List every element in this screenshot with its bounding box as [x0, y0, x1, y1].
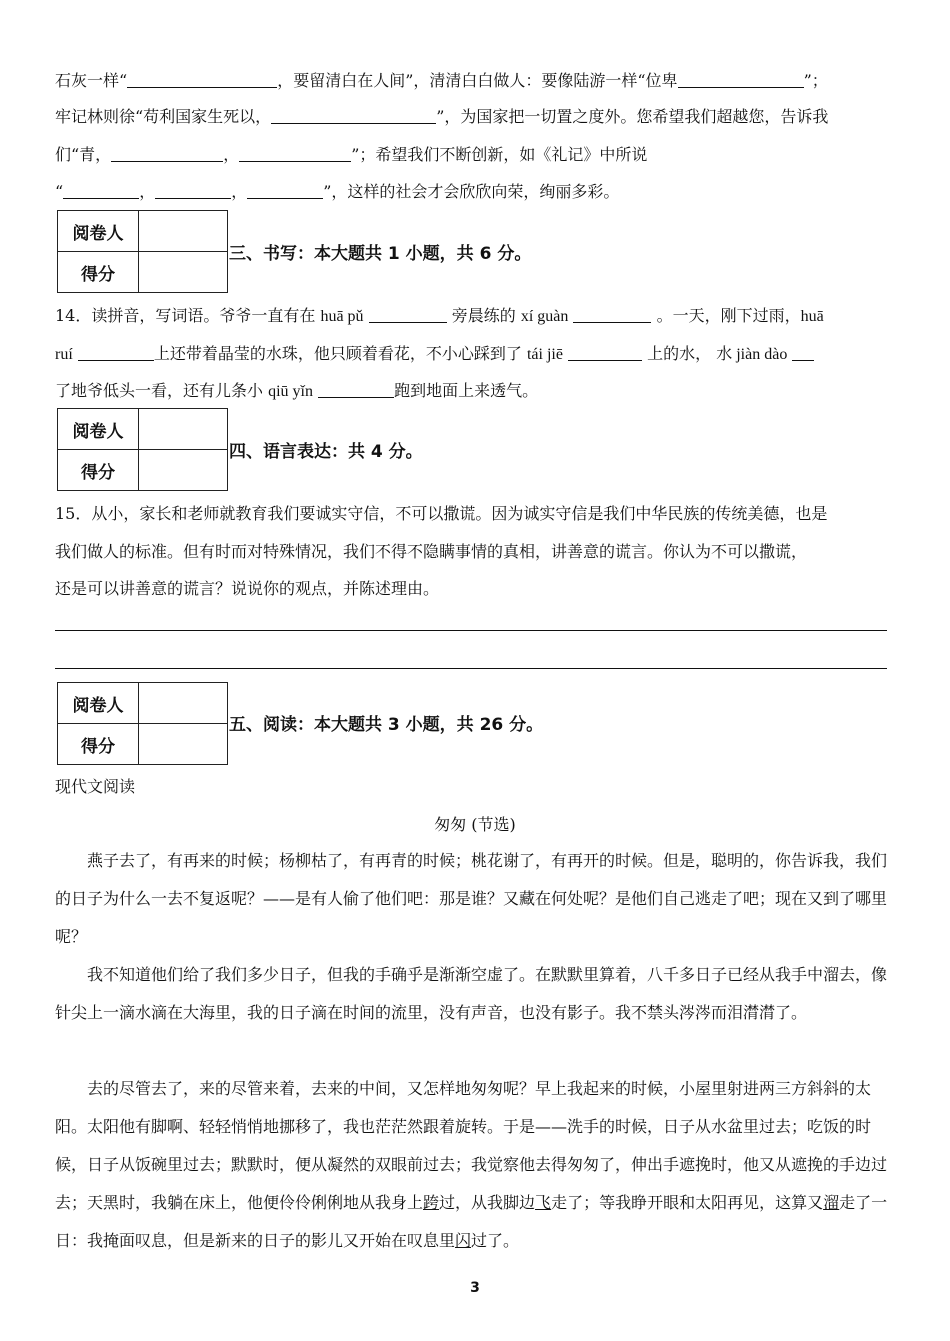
score-label: 得分	[58, 450, 139, 491]
score-cell[interactable]	[139, 450, 228, 491]
score-table	[57, 682, 228, 765]
score-cell[interactable]	[139, 724, 228, 765]
reading-paragraph-1: 燕子去了，有再来的时候；杨柳枯了，有再青的时候；桃花谢了，有再开的时候。但是，聪明的，你告诉我，我们的日子为什么一去不复返呢？——是有人偷了他们吧：那是谁？又藏在何处呢？是他们自己逃走了吧；现在又到了哪里呢？	[55, 851, 888, 946]
answer-blank[interactable]	[318, 381, 394, 398]
answer-blank[interactable]	[78, 344, 154, 361]
reading-paragraph-3: 去的尽管去了，来的尽管来着，去来的中间，又怎样地匆匆呢？早上我起来的时候，小屋里射进两三方斜斜的太阳。太阳他有脚啊、轻轻悄悄地挪移了，我也茫茫然跟着旋转。于是——洗手的时候，日子从水盆里过去；吃饭的时候，日子从饭碗里过去；默默时，便从凝然的双眼前过去；我觉察他去得匆匆了，伸出手遮挽时，他又从遮挽的手边过去；天黑时，我躺在床上，他便伶伶俐俐地从我身上跨过，从我脚边飞走了；等我睁开眼和太阳再见，这算又溜走了一日：我掩面叹息，但是新来的日子的影儿又开始在叹息里闪过了。	[55, 1079, 888, 1250]
q13-line-2: 牢记林则徐“苟利国家生死以， ”，为国家把一切置之度外。您希望我们超越您，告诉我	[55, 107, 829, 126]
reading-label: 现代文阅读	[55, 777, 136, 796]
reviewer-cell[interactable]	[139, 683, 228, 724]
answer-blank[interactable]	[239, 145, 351, 162]
answer-blank[interactable]	[271, 107, 436, 124]
reviewer-label: 阅卷人	[58, 409, 139, 450]
answer-line[interactable]	[55, 668, 887, 669]
answer-blank[interactable]	[792, 344, 814, 361]
reading-title: 匆匆 (节选)	[434, 815, 516, 834]
reviewer-label: 阅卷人	[58, 211, 139, 252]
score-label: 得分	[58, 252, 139, 293]
answer-line[interactable]	[55, 630, 887, 631]
score-table	[57, 210, 228, 293]
q14-line-3: 了地爷低头一看，还有儿条小 qiū yǐn 跑到地面上来透气。	[55, 381, 539, 400]
score-table	[57, 408, 228, 491]
section-4-heading: 四、语言表达：共 4 分。	[229, 442, 423, 462]
score-label: 得分	[58, 724, 139, 765]
section-5-heading: 五、阅读：本大题共 3 小题，共 26 分。	[229, 715, 544, 735]
section-3-heading: 三、书写：本大题共 1 小题，共 6 分。	[229, 244, 532, 264]
q13-line-3: 们“青， ， ”；希望我们不断创新，如《礼记》中所说	[55, 145, 648, 164]
q14-line-2: ruí 上还带着晶莹的水珠，他只顾着看花，不小心踩到了 tái jiē 上的水， 水 jiàn dào	[55, 343, 900, 366]
answer-blank[interactable]	[369, 306, 447, 323]
answer-blank[interactable]	[247, 182, 323, 199]
reading-paragraph-2: 我不知道他们给了我们多少日子，但我的手确乎是渐渐空虚了。在默默里算着，八千多日子已经从我手中溜去，像针尖上一滴水滴在大海里，我的日子滴在时间的流里，没有声音，也没有影子。我不禁头涔涔而泪潸潸了。	[55, 965, 888, 1022]
answer-blank[interactable]	[127, 71, 277, 88]
q13-line-4: “ ， ， ”，这样的社会才会欣欣向荣，绚丽多彩。	[55, 182, 620, 201]
answer-blank[interactable]	[568, 344, 642, 361]
q13-line-1: 石灰一样“ ，要留清白在人间”，清清白白做人：要像陆游一样“位卑 ”；	[55, 71, 828, 90]
answer-blank[interactable]	[155, 182, 231, 199]
page-number: 3	[470, 1280, 480, 1296]
score-cell[interactable]	[139, 252, 228, 293]
q14-line-1: 14．读拼音，写词语。爷爷一直有在 huā pǔ 旁晨练的 xí guàn 。一天，刚下过雨，huā	[55, 306, 824, 325]
answer-blank[interactable]	[678, 71, 804, 88]
answer-blank[interactable]	[63, 182, 139, 199]
answer-blank[interactable]	[573, 306, 651, 323]
reviewer-label: 阅卷人	[58, 683, 139, 724]
reviewer-cell[interactable]	[139, 409, 228, 450]
reviewer-cell[interactable]	[139, 211, 228, 252]
q15-line-3: 还是可以讲善意的谎言？说说你的观点，并陈述理由。	[55, 579, 440, 598]
answer-blank[interactable]	[111, 145, 223, 162]
q15-line-1: 15．从小，家长和老师就教育我们要诚实守信，不可以撒谎。因为诚实守信是我们中华民族的传统美德，也是	[55, 504, 828, 523]
q15-line-2: 我们做人的标准。但有时而对特殊情况，我们不得不隐瞒事情的真相，讲善意的谎言。你认为不可以撒谎，	[55, 542, 808, 561]
